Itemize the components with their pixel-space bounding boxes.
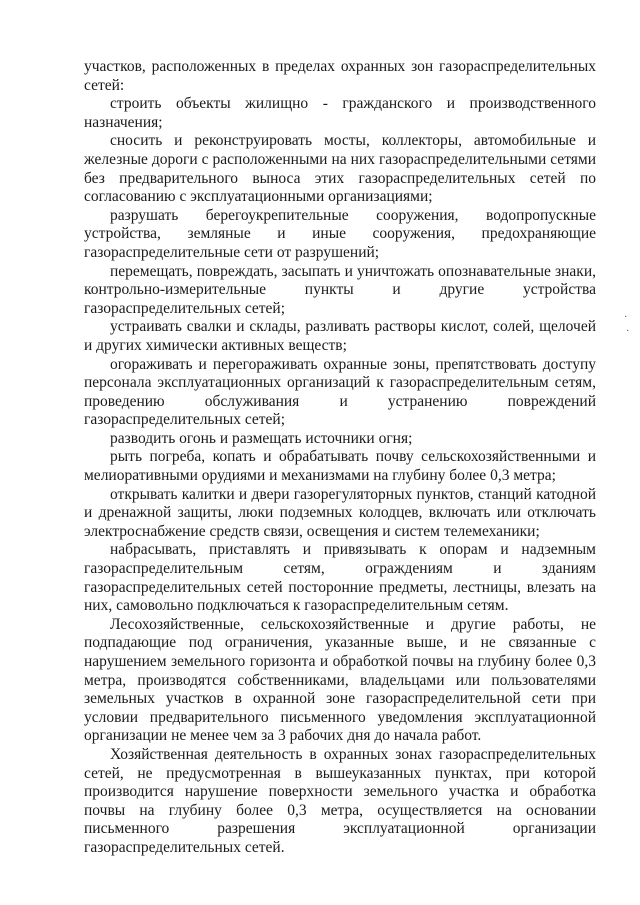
paragraph-item-build: строить объекты жилищно - гражданского и производственного назначения; (84, 95, 596, 131)
document-body (84, 58, 596, 858)
paragraph-item-fencing: огораживать и перегораживать охранные зоны, препятствовать доступу персонала эксплуатационных организаций к газораспределительным сетям, проведению обслуживания и устранению повреждений газораспределительных сетей; (84, 355, 596, 429)
paragraph-item-demolish: сносить и реконструировать мосты, коллекторы, автомобильные и железные дороги с расположенными на них газораспределительными сетями без предварительного выноса этих газораспределительных сетей по согласованию с эксплуатационными организациями; (84, 132, 596, 206)
scan-speck: · (624, 312, 628, 323)
paragraph-item-doors: открывать калитки и двери газорегуляторных пунктов, станций катодной и дренажной защиты, люки подземных колодцев, включать или отключать электроснабжение средств связи, освещения и систем телемеханики; (84, 485, 596, 540)
paragraph-item-fire: разводить огонь и размещать источники огня; (110, 429, 413, 447)
paragraph-item-objects: набрасывать, приставлять и привязывать к опорам и надземным газораспределительным сетям, ограждениям и зданиям газораспределительных сетей посторонние предметы, лестницы, влезать на них, самовольно подключаться к газораспределительным сетям. (84, 541, 596, 615)
paragraph-item-destroy-structures: разрушать берегоукрепительные сооружения, водопропускные устройства, земляные и иные сооружения, предохраняющие газораспределительные сети от разрушений; (84, 206, 596, 261)
paragraph-economic-activity: Хозяйственная деятельность в охранных зонах газораспределительных сетей, не предусмотренная в вышеуказанных пунктах, при которой производится нарушение поверхности земельного участка и обработка почвы на глубину более 0,3 метра, осуществляется на основании письменного разрешения эксплуатационной организации газораспределительных сетей. (84, 745, 596, 856)
paragraph-item-dumps: устраивать свалки и склады, разливать растворы кислот, солей, щелочей и других химически активных веществ; (84, 318, 596, 354)
scan-speck: · (626, 326, 630, 337)
paragraph-item-digging: рыть погреба, копать и обрабатывать почву сельскохозяйственными и мелиоративными орудиями и механизмами на глубину более 0,3 метра; (84, 448, 596, 485)
paragraph-item-signs: перемещать, повреждать, засыпать и уничтожать опознавательные знаки, контрольно-измерительные пункты и другие устройства газораспределительных сетей; (84, 262, 596, 317)
paragraph-intro: участков, расположенных в пределах охранных зон газораспределительных сетей: (84, 58, 596, 94)
paragraph-forestry-works: Лесохозяйственные, сельскохозяйственные и другие работы, не подпадающие под ограничения, указанные выше, и не связанные с нарушением земельного горизонта и обработкой почвы на глубину более 0,3 метра, производятся собственниками, владельцами или пользователями земельных участков в охранной зоне газораспределительной сети при условии предварительного письменного уведомления эксплуатационной организации не менее чем за 3 рабочих дня до начала работ. (84, 615, 596, 745)
